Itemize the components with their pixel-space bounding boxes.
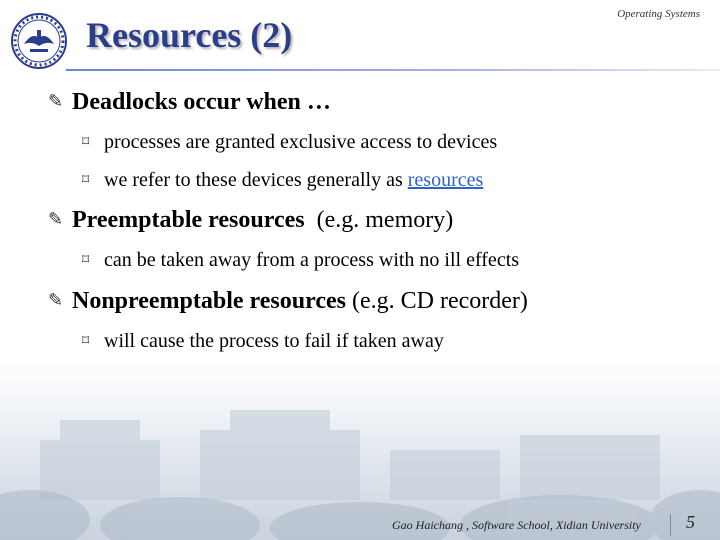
title-divider: [66, 69, 720, 71]
campus-background-image: [0, 360, 720, 540]
page-number: 5: [686, 512, 695, 532]
bullet-preemptable: [48, 208, 453, 232]
dash-cross-icon: ⌑: [82, 173, 90, 188]
sub-bullet-text: will cause the process to fail if taken away: [104, 330, 444, 352]
course-name: Operating Systems: [617, 8, 700, 20]
bullet-heading: Nonpreemptable resources: [72, 288, 346, 314]
bullet-deadlocks: [48, 90, 331, 114]
dash-cross-icon: ⌑: [82, 253, 90, 268]
dash-cross-icon: ⌑: [82, 135, 90, 150]
sub-bullet-exclusive-access: [82, 132, 497, 152]
dash-cross-icon: ⌑: [82, 334, 90, 349]
bullet-rest: (e.g. memory): [304, 207, 454, 233]
bullet-heading: Deadlocks occur when …: [72, 89, 331, 115]
university-logo: [10, 12, 68, 70]
sub-bullet-fail: [82, 331, 444, 351]
sub-bullet-resources: [82, 170, 483, 190]
resources-link[interactable]: resources: [407, 169, 484, 191]
sub-bullet-text: processes are granted exclusive access to devices: [104, 131, 498, 153]
footer-author: Gao Haichang , Software School, Xidian University: [392, 518, 641, 532]
bullet-nonpreemptable: [48, 289, 528, 313]
footer-divider: [670, 514, 671, 536]
sub-bullet-text: can be taken away from a process with no ill effects: [104, 249, 520, 271]
bullet-heading: Preemptable resources: [72, 207, 305, 233]
pencil-icon: ✎: [48, 91, 64, 111]
bullet-rest: (e.g. CD recorder): [345, 288, 528, 314]
sub-bullet-text: we refer to these devices generally as: [104, 169, 408, 191]
slide-title: Resources (2): [86, 15, 293, 55]
sub-bullet-taken-away: [82, 250, 519, 270]
pencil-icon: ✎: [48, 290, 64, 310]
pencil-icon: ✎: [48, 209, 64, 229]
